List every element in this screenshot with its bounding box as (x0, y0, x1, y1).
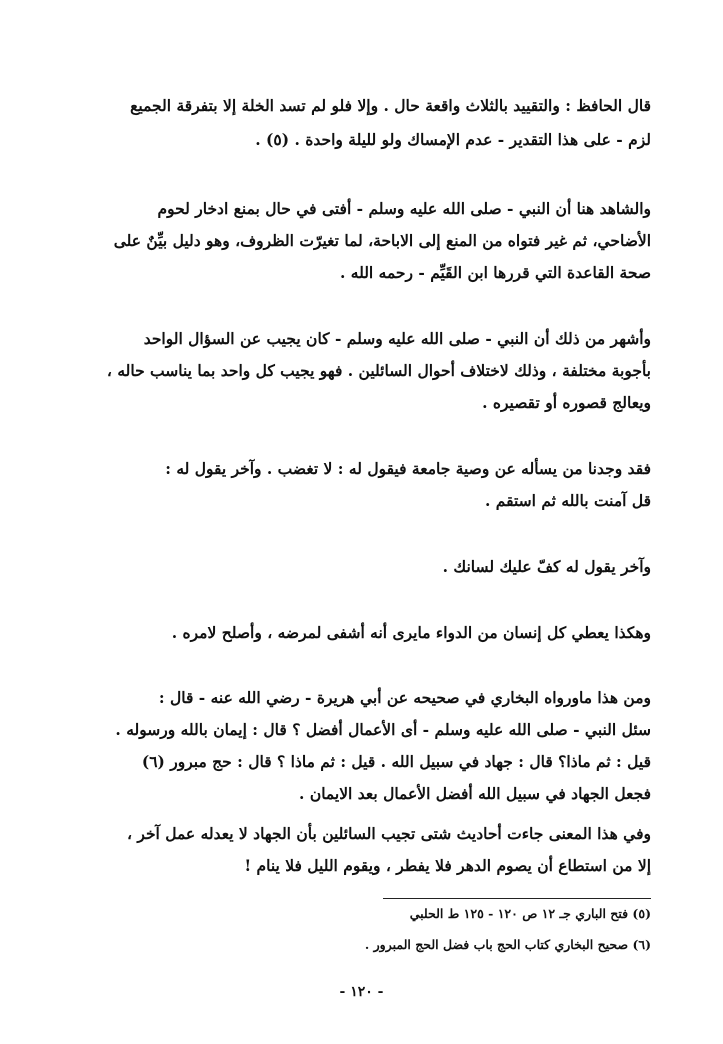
footnote-separator (383, 898, 651, 899)
text-line: والشاهد هنا أن النبي - صلى الله عليه وسلم - أفتى في حال بمنع ادخار لحوم (157, 199, 651, 218)
text-line: وآخر يقول له كفّ عليك لسانك . (442, 557, 651, 576)
text-line: وهكذا يعطي كل إنسان من الدواء مايرى أنه أشفى لمرضه ، وأصلح لامره . (171, 623, 651, 642)
text-line: وفي هذا المعنى جاءت أحاديث شتى تجيب السائلين بأن الجهاد لا يعدله عمل آخر ، (127, 824, 651, 843)
text-line: فقد وجدنا من يسأله عن وصية جامعة فيقول له : لا تغضب . وآخر يقول له : (165, 459, 651, 478)
text-line: صحة القاعدة التي قررها ابن القَيِّم - رحمه الله . (339, 263, 651, 282)
text-line: ويعالج قصوره أو تقصيره . (482, 393, 651, 412)
text-line: ومن هذا ماورواه البخاري في صحيحه عن أبي هريرة - رضي الله عنه - قال : (158, 688, 651, 707)
text-line: الأضاحي، ثم غير فتواه من المنع إلى الاباحة، لما تغيرّت الظروف، وهو دليل بيِّنٌ على (113, 231, 651, 250)
text-line: وأشهر من ذلك أن النبي - صلى الله عليه وسلم - كان يجيب عن السؤال الواحد (143, 329, 651, 348)
text-line: إلا من استطاع أن يصوم الدهر فلا يفطر ، ويقوم الليل فلا ينام ! (244, 856, 651, 875)
text-line: بأجوبة مختلفة ، وذلك لاختلاف أحوال السائلين . فهو يجيب كل واحد بما يناسب حاله ، (106, 361, 651, 380)
text-line: لزم - على هذا التقدير - عدم الإمساك ولو لليلة واحدة . (٥) . (255, 130, 651, 149)
text-line: قل آمنت بالله ثم استقم . (485, 491, 651, 510)
text-line: سئل النبي - صلى الله عليه وسلم - أى الأعمال أفضل ؟ قال : إيمان بالله ورسوله . (115, 720, 651, 739)
text-line: فجعل الجهاد في سبيل الله أفضل الأعمال بعد الايمان . (299, 784, 651, 803)
footnote-5: (٥) فتح الباري جـ ١٢ ص ١٢٠ - ١٢٥ ط الحلبي (409, 906, 651, 921)
footnote-6: (٦) صحيح البخاري كتاب الحج باب فضل الحج المبرور . (364, 937, 651, 952)
text-line: قال الحافظ : والتقييد بالثلاث واقعة حال . وإلا فلو لم تسد الخلة إلا بتفرقة الجميع (130, 96, 651, 115)
page-number: - ١٢٠ - (339, 984, 384, 1000)
text-line: قيل : ثم ماذا؟ قال : جهاد في سبيل الله . قيل : ثم ماذا ؟ قال : حج مبرور (٦) (141, 752, 651, 771)
